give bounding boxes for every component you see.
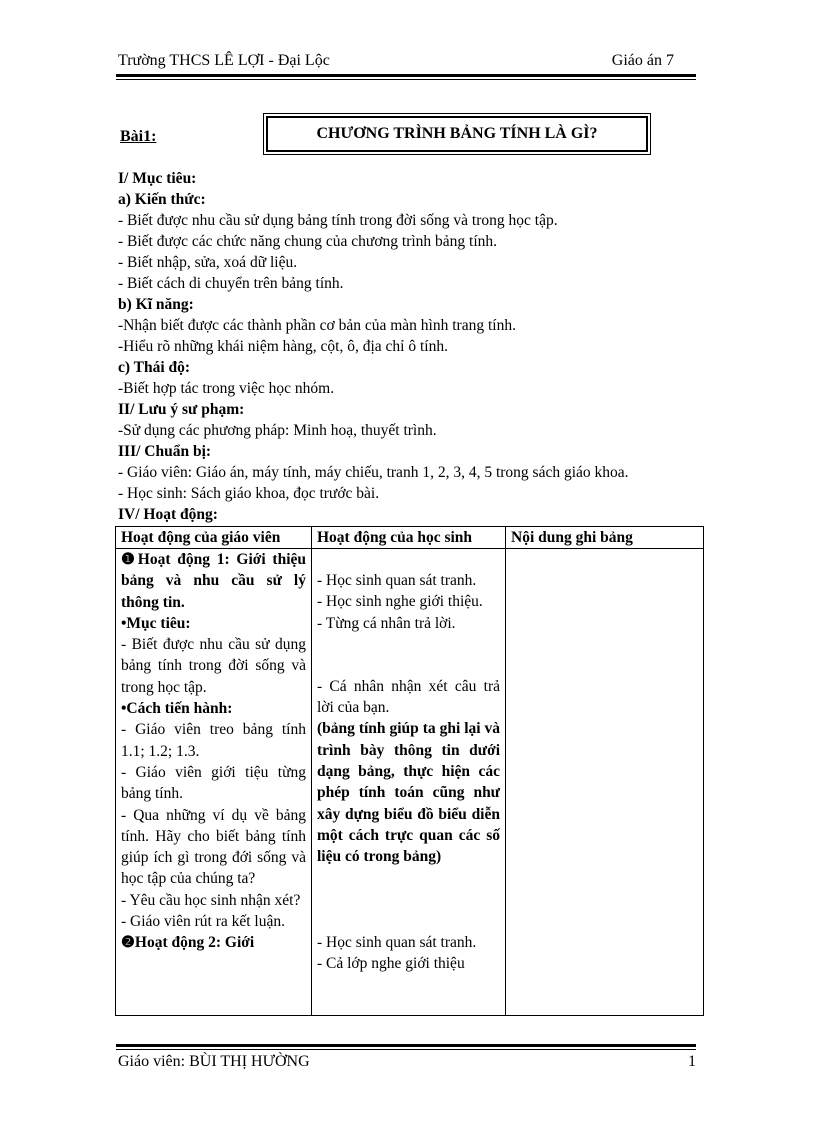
activity1-title: ❶Hoạt động 1: Giới thiệu bảng và nhu cầu sử lý thông tin. (121, 551, 306, 611)
student-answer: (bảng tính giúp ta ghi lại và trình bày thông tin dưới dạng bảng, thực hiện các phép tính toán cũng như xây dựng biểu đồ biểu diễn một cách trực quan các số liệu có trong bảng) (317, 720, 500, 866)
method-label: •Cách tiến hành: (121, 700, 233, 718)
teacher-cell (116, 549, 312, 1016)
activity2-title: ❷Hoạt động 2: Giới (121, 934, 255, 952)
knowledge-item: - Biết được nhu cầu sử dụng bảng tính trong đời sống và trong học tập. (118, 212, 558, 229)
page-header (118, 52, 696, 72)
pedagogy-item: -Sử dụng các phương pháp: Minh hoạ, thuyết trình. (118, 422, 437, 439)
teacher-step: - Yêu cầu học sinh nhận xét? (121, 891, 301, 909)
activities-heading: IV/ Hoạt động: (118, 506, 218, 523)
student-item: - Học sinh quan sát tranh. (317, 933, 477, 951)
skills-heading: b) Kĩ năng: (118, 296, 194, 313)
goal-label: •Mục tiêu: (121, 614, 191, 632)
board-cell (506, 549, 704, 1016)
skills-item: -Hiểu rõ những khái niệm hàng, cột, ô, địa chỉ ô tính. (118, 338, 448, 355)
lesson-title-box (263, 113, 651, 155)
col-header-student: Hoạt động của học sinh (312, 527, 506, 549)
student-item: - Học sinh nghe giới thiệu. (317, 593, 483, 611)
teacher-step: - Giáo viên rút ra kết luận. (121, 913, 285, 931)
activities-table (115, 526, 704, 1016)
teacher-step: - Qua những ví dụ về bảng tính. Hãy cho biết bảng tính giúp ích gì trong đới sống và học tập của chúng ta? (121, 806, 306, 888)
skills-item: -Nhận biết được các thành phần cơ bản của màn hình trang tính. (118, 317, 516, 334)
school-name: Trường THCS LÊ LỢI - Đại Lộc (118, 52, 330, 69)
preparation-item: - Học sinh: Sách giáo khoa, đọc trước bài. (118, 485, 380, 502)
lesson-body (118, 168, 708, 525)
student-item: - Cả lớp nghe giới thiệu (317, 954, 465, 972)
student-item: - Từng cá nhân trả lời. (317, 614, 456, 632)
knowledge-heading: a) Kiến thức: (118, 191, 206, 208)
lesson-title: CHƯƠNG TRÌNH BẢNG TÍNH LÀ GÌ? (266, 116, 648, 152)
page-number: 1 (688, 1053, 696, 1070)
col-header-board: Nội dung ghi bảng (506, 527, 704, 549)
teacher-step: - Giáo viên treo bảng tính 1.1; 1.2; 1.3. (121, 721, 306, 760)
attitude-item: -Biết hợp tác trong việc học nhóm. (118, 380, 335, 397)
preparation-item: - Giáo viên: Giáo án, máy tính, máy chiếu, tranh 1, 2, 3, 4, 5 trong sách giáo khoa. (118, 464, 629, 481)
footer-rule (116, 1044, 696, 1050)
teacher-name: Giáo viên: BÙI THỊ HƯỜNG (118, 1053, 310, 1070)
student-item: - Cá nhân nhận xét câu trả lời của bạn. (317, 677, 500, 717)
knowledge-item: - Biết được các chức năng chung của chương trình bảng tính. (118, 233, 498, 250)
preparation-heading: III/ Chuẩn bị: (118, 443, 212, 460)
student-item: - Học sinh quan sát tranh. (317, 572, 477, 589)
lesson-number: Bài1: (120, 128, 157, 145)
table-row (116, 549, 704, 1016)
pedagogy-heading: II/ Lưu ý sư phạm: (118, 401, 245, 418)
knowledge-item: - Biết cách di chuyển trên bảng tính. (118, 275, 344, 292)
attitude-heading: c) Thái độ: (118, 359, 191, 376)
subject-label: Giáo án 7 (611, 52, 674, 69)
goal-text: - Biết được nhu cầu sử dụng bảng tính trong đời sống và trong học tập. (121, 636, 306, 696)
knowledge-item: - Biết nhập, sửa, xoá dữ liệu. (118, 254, 298, 271)
page-footer (118, 1053, 696, 1071)
header-rule (116, 74, 696, 80)
table-header-row (116, 527, 704, 549)
student-cell (312, 549, 506, 1016)
objectives-heading: I/ Mục tiêu: (118, 170, 197, 187)
col-header-teacher: Hoạt động của giáo viên (116, 527, 312, 549)
teacher-step: - Giáo viên giới tiệu từng bảng tính. (121, 763, 306, 803)
